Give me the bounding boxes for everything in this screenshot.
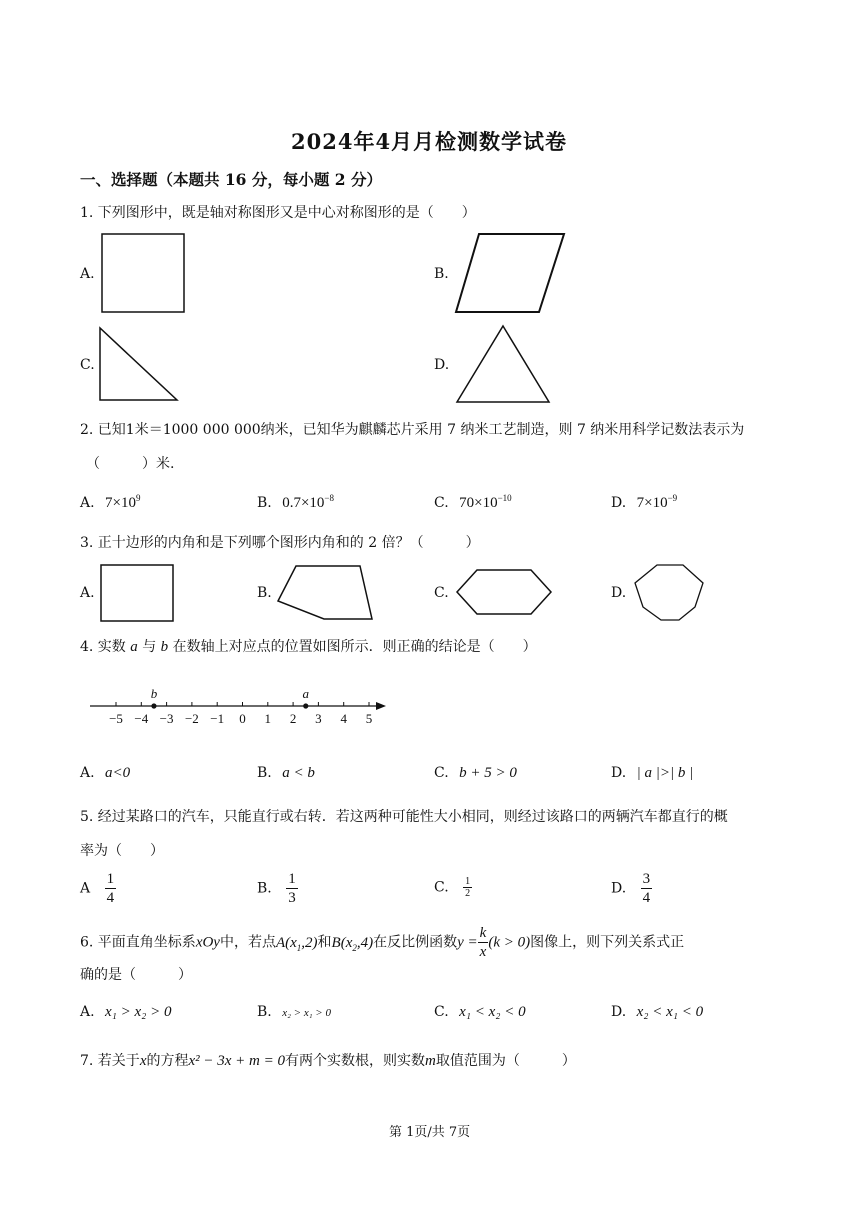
q3-option-b-label: B. bbox=[257, 585, 272, 601]
number-line-tick-label: 0 bbox=[239, 711, 246, 726]
option-exp: −10 bbox=[497, 493, 512, 503]
q4-option-c bbox=[434, 765, 517, 782]
question-5-stem: 5. 经过某路口的汽车，只能直行或右转．若这两种可能性大小相同，则经过该路口的两辆汽车都直行的概 bbox=[80, 809, 728, 825]
number-line-tick-label: 2 bbox=[289, 711, 297, 726]
number-line-tick-label: −4 bbox=[134, 711, 149, 726]
function-y: y = bbox=[457, 934, 478, 951]
q6-stem-post: 图像上，则下列关系式正 bbox=[530, 934, 685, 951]
page-title: 2024年4月月检测数学试卷 bbox=[291, 129, 568, 154]
option-text: x₂ < x₁ < 0 bbox=[636, 1004, 704, 1020]
option-base: 7×10 bbox=[636, 495, 668, 511]
q4-stem-post: 在数轴上对应点的位置如图所示．则正确的结论是（ ） bbox=[168, 639, 537, 655]
option-exp: −9 bbox=[667, 493, 678, 503]
pentagon-icon bbox=[276, 563, 376, 623]
question-4-stem bbox=[80, 636, 537, 656]
fraction-denominator: 4 bbox=[106, 890, 115, 906]
option-label: C. bbox=[434, 495, 449, 511]
number-line-tick-label: −1 bbox=[210, 711, 225, 726]
question-7-stem bbox=[80, 1050, 576, 1070]
function-fraction: $\frac{k}{x}$ bbox=[479, 925, 487, 960]
q2-option-a bbox=[80, 493, 140, 512]
option-label: A. bbox=[80, 495, 95, 511]
number-line-tick-label: 4 bbox=[340, 711, 347, 726]
q6-option-d bbox=[611, 1004, 703, 1021]
option-label: C. bbox=[434, 1004, 449, 1020]
q4-option-b bbox=[257, 765, 315, 782]
point-a-label: a bbox=[302, 686, 309, 701]
option-exp: −8 bbox=[324, 493, 334, 503]
option-base: 7×10 bbox=[105, 495, 136, 511]
option-label: D. bbox=[611, 880, 627, 897]
q2-option-c bbox=[434, 493, 512, 512]
option-text: | a |>| b | bbox=[636, 765, 694, 781]
q6-option-b bbox=[257, 1004, 331, 1020]
option-text: a < b bbox=[282, 765, 315, 781]
q6-option-a bbox=[80, 1004, 172, 1021]
q1-option-a-label: A. bbox=[80, 266, 95, 282]
q1-option-b-label: B. bbox=[434, 266, 449, 282]
coord-system: xOy bbox=[195, 934, 220, 951]
q2-option-d bbox=[611, 493, 677, 512]
q3-option-a-label: A. bbox=[80, 585, 95, 601]
fraction-denominator: 2 bbox=[465, 888, 471, 899]
q3-option-c-label: C. bbox=[434, 585, 449, 601]
option-text: b + 5 > 0 bbox=[459, 765, 517, 781]
number-line-tick-label: 1 bbox=[264, 711, 272, 726]
option-label: B. bbox=[257, 880, 272, 897]
option-base: 70×10 bbox=[459, 495, 498, 511]
option-label: A. bbox=[80, 1004, 95, 1020]
option-exp: 9 bbox=[135, 493, 141, 503]
point-a-dot bbox=[303, 703, 308, 708]
q1-option-c-label: C. bbox=[80, 357, 95, 373]
q6-stem-mid3: 在反比例函数 bbox=[373, 934, 458, 951]
page-footer: 第 1页/共 7页 bbox=[389, 1125, 471, 1140]
option-label: A. bbox=[80, 765, 95, 781]
var-x: x bbox=[139, 1053, 147, 1069]
q1-option-d-label: D. bbox=[434, 357, 450, 373]
right-triangle-icon bbox=[98, 326, 180, 402]
fraction-numerator: 1 bbox=[288, 871, 296, 887]
var-m: m bbox=[425, 1053, 436, 1069]
option-label: D. bbox=[611, 495, 627, 511]
option-text: x₂ > x₁ > 0 bbox=[282, 1007, 331, 1019]
square-icon bbox=[101, 233, 185, 313]
fraction-denominator: 3 bbox=[288, 890, 296, 906]
question-3-stem: 3. 正十边形的内角和是下列哪个图形内角和的 2 倍？（ ） bbox=[80, 535, 480, 551]
fraction-numerator: 1 bbox=[106, 871, 115, 887]
option-label: B. bbox=[257, 495, 272, 511]
option-label: C. bbox=[434, 765, 449, 781]
question-6-stem-cont: 确的是（ ） bbox=[80, 967, 192, 983]
q7-stem-mid2: 有两个实数根，则实数 bbox=[285, 1053, 425, 1069]
q6-stem-mid2: 和 bbox=[317, 934, 332, 951]
point-b-dot bbox=[151, 703, 156, 708]
fraction-denominator: 4 bbox=[642, 890, 651, 906]
option-text: x₁ > x₂ > 0 bbox=[105, 1004, 172, 1020]
var-b: b bbox=[160, 639, 169, 655]
point-a: $A(x_1,2)$ bbox=[275, 934, 318, 953]
q5-option-c bbox=[434, 876, 472, 899]
q7-stem-mid: 的方程 bbox=[146, 1053, 189, 1069]
option-text: a<0 bbox=[105, 765, 131, 781]
point-b-label: b bbox=[150, 686, 158, 701]
option-text: x₁ < x₂ < 0 bbox=[459, 1004, 526, 1020]
q5-option-d bbox=[611, 870, 652, 907]
q4-stem-pre: 4. 实数 bbox=[80, 639, 131, 655]
q5-option-b bbox=[257, 870, 298, 907]
q7-stem-pre: 7. 若关于 bbox=[80, 1053, 140, 1069]
q4-option-a bbox=[80, 765, 130, 782]
q7-stem-post: 取值范围为（ ） bbox=[435, 1053, 576, 1069]
arrow-icon bbox=[376, 702, 386, 710]
equilateral-triangle-icon bbox=[455, 324, 551, 404]
number-line bbox=[88, 682, 390, 728]
section-heading: 一、选择题（本题共 16 分，每小题 2 分） bbox=[80, 170, 382, 189]
number-line-tick-label: −5 bbox=[109, 711, 123, 726]
option-label: D. bbox=[611, 1004, 627, 1020]
q4-stem-mid: 与 bbox=[137, 639, 161, 655]
octagon-icon bbox=[633, 563, 707, 623]
question-6-stem bbox=[80, 924, 684, 961]
hexagon-icon bbox=[455, 568, 553, 616]
number-line-tick-label: 3 bbox=[315, 711, 322, 726]
option-label: B. bbox=[257, 765, 272, 781]
fraction-numerator: 1 bbox=[465, 876, 471, 887]
q6-stem-pre: 6. 平面直角坐标系 bbox=[80, 934, 196, 951]
parallelogram-icon bbox=[454, 232, 566, 314]
q3-option-d-label: D. bbox=[611, 585, 627, 601]
var-a: a bbox=[130, 639, 138, 655]
equation: x² − 3x + m = 0 bbox=[188, 1053, 285, 1069]
number-line-tick-label: −3 bbox=[159, 711, 174, 726]
number-line-tick-label: 5 bbox=[365, 711, 373, 726]
q6-option-c bbox=[434, 1004, 526, 1021]
q5-option-a bbox=[80, 870, 116, 907]
square-icon bbox=[100, 564, 174, 622]
question-2-stem: 2. 已知1米＝1000 000 000纳米，已知华为麒麟芯片采用 7 纳米工艺制造，则 7 纳米用科学记数法表示为 bbox=[80, 422, 745, 438]
fraction-numerator: 3 bbox=[642, 871, 651, 887]
function-condition: (k > 0) bbox=[488, 934, 531, 951]
question-5-stem-cont: 率为（ ） bbox=[80, 843, 164, 859]
question-2-stem-cont: （ ）米. bbox=[86, 456, 175, 472]
option-label: A bbox=[80, 880, 91, 897]
option-label: D. bbox=[611, 765, 627, 781]
option-base: 0.7×10 bbox=[282, 495, 325, 511]
q6-stem-mid1: 中，若点 bbox=[219, 934, 276, 951]
option-label: C. bbox=[434, 879, 449, 896]
q2-option-b bbox=[257, 493, 334, 512]
number-line-tick-label: −2 bbox=[184, 711, 199, 726]
q4-option-d bbox=[611, 765, 693, 782]
option-label: B. bbox=[257, 1004, 272, 1020]
question-1-stem: 1. 下列图形中，既是轴对称图形又是中心对称图形的是（ ） bbox=[80, 205, 476, 221]
point-b: $B(x_2,4)$ bbox=[331, 934, 374, 953]
